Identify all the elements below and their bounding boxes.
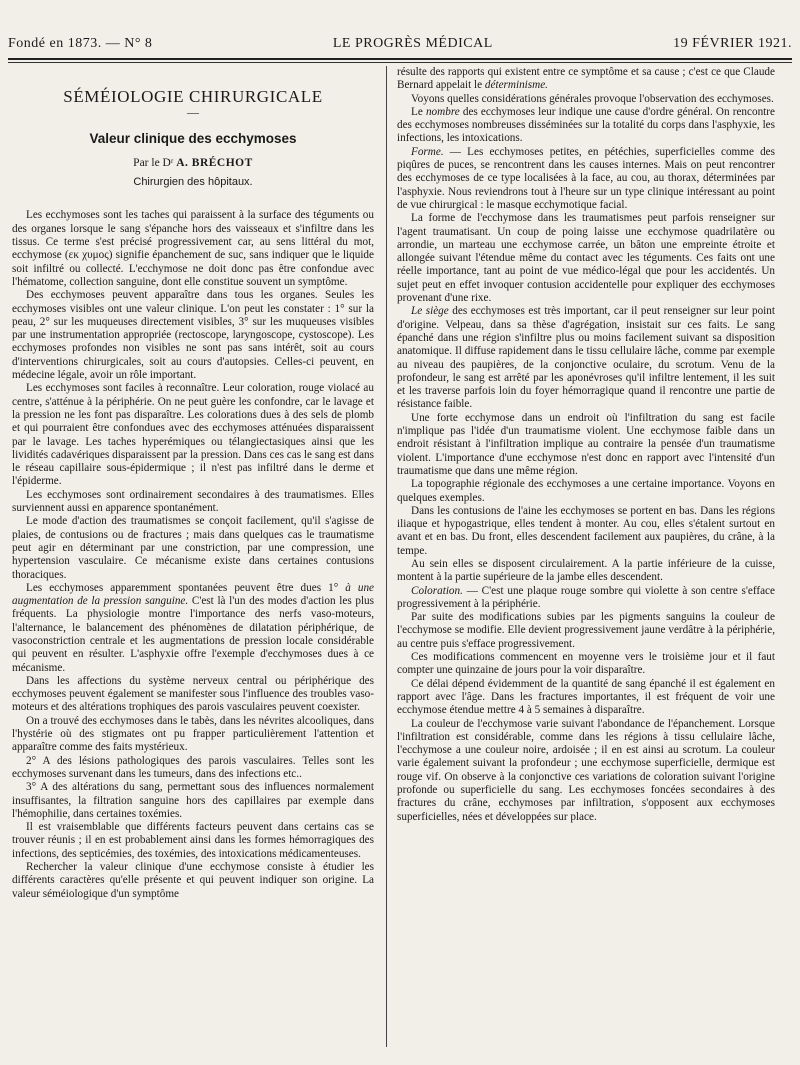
paragraph bbox=[397, 718, 775, 824]
paragraph bbox=[397, 585, 775, 612]
paragraph bbox=[12, 781, 374, 821]
paragraph bbox=[12, 715, 374, 755]
paragraph bbox=[12, 675, 374, 715]
issue-info: Fondé en 1873. — N° 8 bbox=[8, 36, 153, 51]
paragraph bbox=[397, 212, 775, 305]
paragraph-lead: Les ecchymoses apparemment spontanées peuvent être dues 1° bbox=[26, 581, 346, 594]
author-affiliation: Chirurgien des hôpitaux. bbox=[133, 176, 253, 189]
paragraph bbox=[397, 66, 775, 93]
paragraph bbox=[397, 305, 775, 411]
paragraph-emphasis: Le siège bbox=[411, 305, 449, 318]
paragraph-text: Des ecchymoses peuvent apparaître dans tous les organes. Seules les ecchymoses visibles ont une valeur clinique. L'on peut les constater : 1° sur la peau, 2° sur les muqueuses directement visibles, 3° sur les muqueuses visibles par une instrumentation appropriée (rectoscope, laryngoscope, cystoscope). Les ecchymoses profondes non visibles ne sont pas sans intérêt, soit au cours d'interventions chirurgicales, soit au cours d'autopsies. Celles-ci peuvent, en médecine légale, avoir un rôle important. bbox=[12, 289, 374, 382]
paragraph-text: Voyons quelles considérations générales provoque l'observation des ecchymoses. bbox=[411, 92, 774, 105]
paragraph bbox=[397, 505, 775, 558]
paragraph-emphasis: nombre bbox=[425, 105, 460, 118]
paragraph bbox=[397, 106, 775, 146]
paragraph bbox=[397, 478, 775, 505]
paragraph bbox=[397, 93, 775, 106]
section-title: SÉMÉIOLOGIE CHIRURGICALE bbox=[63, 87, 323, 106]
header-rule bbox=[8, 58, 792, 60]
paragraph-lead: résulte des rapports qui existent entre ce symptôme et sa cause ; c'est ce que Claude Bernard appelait le bbox=[397, 66, 775, 92]
paragraph-text: Ce délai dépend évidemment de la quantité de sang épanché il est également en rapport avec l'âge. Dans les fractures importantes, il est fréquent de voir une ecchymose étendue mettre 4 à 5 semaines à disparaître. bbox=[397, 677, 775, 717]
paragraph-lead: Le bbox=[411, 105, 426, 118]
paragraph-text: Les ecchymoses sont faciles à reconnaître. Leur coloration, rouge violacé au centre, s'atténue à la périphérie. On ne peut guère les confondre, car le lavage et la pression ne les font pas disparaître. Les colorations dues à des sels de plomb et qui pourraient être confondues avec des ecchymoses atténuées disparaissent par le lavage. Les taches hyperémiques ou télangiectasiques ainsi que les lividités cadavériques disparaissent par la pression. Dans ces cas le sang est dans le réseau capillaire sous-épidermique ; il n'est pas infiltré dans le derme et l'épiderme. bbox=[12, 382, 374, 488]
paragraph-emphasis: à une augmentation de la pression sanguine. bbox=[12, 581, 375, 608]
paragraph-text: 3° A des altérations du sang, permettant sous des influences normalement insuffisantes, la filtration sanguine hors des capillaires par exemple dans l'hémophilie, dans certaines toxémies. bbox=[12, 781, 374, 820]
paragraph-text: Dans les contusions de l'aine les ecchymoses se portent en bas. Dans les régions iliaque et hypogastrique, elles tendent à monter. Au cou, elles s'étalent surtout en avant et en bas. Du front, elles descendent facilement aux paupières, du crâne, à la tempe. bbox=[397, 504, 775, 557]
byline-prefix: Par le Dʳ bbox=[133, 156, 174, 169]
paragraph bbox=[397, 678, 775, 718]
paragraph-text: Par suite des modifications subies par les pigments sanguins la couleur de l'ecchymose se modifie. Elle devient progressivement jaune verdâtre à la périphérie, au centre puis s'efface progressivement. bbox=[397, 611, 775, 650]
author-name: A. BRÉCHOT bbox=[176, 156, 253, 169]
paragraph bbox=[397, 146, 775, 212]
paragraph bbox=[12, 582, 374, 675]
paragraph-text: Dans les affections du système nerveux central ou périphérique des ecchymoses peuvent également se manifester sous l'influence des troubles vaso-moteurs et des altérations trophiques des parois vasculaires peuvent coexister. bbox=[12, 674, 374, 714]
paragraph-emphasis: Forme. bbox=[411, 145, 444, 158]
header-rule-thin bbox=[8, 62, 792, 63]
paragraph-text: On a trouvé des ecchymoses dans le tabès, dans les névrites alcooliques, dans l'hystérie où des stigmates ont pu frapper particulièrement l'attention et apparaître comme des faits mystérieux. bbox=[12, 714, 374, 754]
paragraph bbox=[397, 611, 775, 651]
article-title: Valeur clinique des ecchymoses bbox=[89, 130, 297, 146]
right-column bbox=[397, 66, 775, 824]
paragraph-text: Il est vraisemblable que différents facteurs peuvent dans certains cas se trouver réunis ; il en est probablement ainsi dans les formes hémorragiques des infections, des septicémies, des toxémies, des intoxications médicamenteuses. bbox=[12, 821, 374, 860]
paragraph bbox=[12, 821, 374, 861]
paragraph-text: Rechercher la valeur clinique d'une ecchymose consiste à étudier les différents caractères qu'elle présente et qui peuvent indiquer son origine. La valeur séméiologique d'un symptôme bbox=[12, 861, 374, 900]
paragraph bbox=[12, 489, 374, 516]
byline bbox=[12, 157, 374, 170]
paragraph bbox=[12, 861, 374, 901]
paragraph-text: La couleur de l'ecchymose varie suivant l'abondance de l'épanchement. Lorsque l'infiltration est considérable, comme dans les régions à tissu cellulaire lâche, l'ecchymose a une couleur noire, ardoisée ; il en est ainsi au scrotum. La couleur varie également suivant la profondeur ; une ecchymose superficielle, dermique est rouge vif. On observe à la conjonctive ces variations de coloration suivant l'origine profonde ou superficielle du sang. Les ecchymoses foncées secondaires à des fractures du crâne, ecchymoses par infiltration, s'opposent aux ecchymoses superficielles, nées et développées sur place. bbox=[397, 717, 775, 823]
paragraph-text: La forme de l'ecchymose dans les traumatismes peut parfois renseigner sur l'agent traumatisant. Un coup de poing laisse une ecchymose quadrilatère ou arrondie, un marteau une ecchymose carrée, un bâton une empreinte étroite et allongée suivant l'étendue même du contact avec les téguments. Ces faits ont une réelle importance, tant au point de vue médico-légal que pour les accidentés. Un sujet peut en effet invoquer contusion accidentelle pour expliquer des ecchymoses provenant d'une rixe. bbox=[397, 212, 775, 305]
left-column bbox=[12, 66, 374, 901]
paragraph bbox=[12, 382, 374, 488]
paragraph-text: Une forte ecchymose dans un endroit où l'infiltration du sang est facile n'implique pas l'idée d'un traumatisme violent. Une ecchymose faible dans un endroit résistant à l'infiltration implique au contraire la pensée d'un traumatisme violent. L'importance d'une ecchymose n'est donc en rapport avec l'intensité d'un traumatisme que dans une même région. bbox=[397, 411, 775, 477]
paragraph-text: 2° A des lésions pathologiques des parois vasculaires. Telles sont les ecchymoses survenant dans les tumeurs, dans des infections etc.. bbox=[12, 754, 374, 780]
paragraph-text: — C'est une plaque rouge sombre qui violette à son centre s'efface progressivement à la périphérie. bbox=[397, 584, 775, 610]
paragraph-text: Le mode d'action des traumatismes se conçoit facilement, qu'il s'agisse de plaies, de contusions ou de fractures ; mais dans quelques cas le traumatisme peut agir en déterminant par une constriction, par une compression, une hypertension vasculaire. Ce mécanisme existe dans certaines contusions thoraciques. bbox=[12, 515, 374, 581]
paragraph bbox=[397, 651, 775, 678]
paragraph-text: C'est là l'un des modes d'action les plus fréquents. La physiologie montre l'importance des nerfs vaso-moteurs, l'alternance, le balancement des phénomènes de dilatation périphérique, de vasoconstriction centrale et les augmentations de pression locale considérable qui peuvent en résulter. L'asphyxie offre l'exemple d'ecchymoses dues à ce mécanisme. bbox=[12, 595, 375, 674]
paragraph bbox=[12, 515, 374, 581]
paragraph-text: Les ecchymoses sont les taches qui paraissent à la surface des téguments ou des organes lorsque le sang s'épanche hors des vaisseaux et s'infiltre dans les tissus. Ce terme s'est précisé progressivement car, au sens littéral du mot, ecchymose (εκ χυμος) signifie épanchement de suc, sans indiquer que le liquide soit infiltré ou collecté. L'ecchymose ne doit donc pas être confondue avec l'hématome, collection sanguine, dont elle constitue souvent un symptôme. bbox=[12, 209, 374, 288]
paragraph bbox=[12, 209, 374, 289]
paragraph-text: La topographie régionale des ecchymoses a une certaine importance. Voyons en quelques exemples. bbox=[397, 478, 775, 504]
paragraph-text: des ecchymoses est très important, car il peut renseigner sur leur point d'origine. Velpeau, dans sa thèse d'agrégation, insistait sur ces faits. Le sang épanché dans une région s'infiltre plus ou moins facilement suivant sa disposition anatomique. Il diffuse rapidement dans le tissu cellulaire lâche, comme par exemple au niveau des paupières, de la conjonctive oculaire, du scrotum. Venu de la profondeur, le sang est arrêté par les aponévroses qu'il infiltre lentement, il les suit et les traverse parfois loin du foyer hémorragique quand il rencontre une partie de résistance faible. bbox=[397, 305, 775, 411]
paragraph bbox=[12, 289, 374, 382]
paragraph-text: des ecchymoses leur indique une cause d'ordre général. On rencontre des ecchymoses nombreuses disséminées sur la totalité du corps dans l'asphyxie, les infections, les intoxications. bbox=[397, 105, 775, 145]
right-body bbox=[397, 66, 775, 824]
paragraph-text: Ces modifications commencent en moyenne vers le troisième jour et il faut compter une quinzaine de jours pour la voir disparaître. bbox=[397, 651, 775, 677]
paragraph-text: Les ecchymoses sont ordinairement secondaires à des traumatismes. Elles surviennent aussi en apparence spontanément. bbox=[12, 488, 374, 515]
journal-name: LE PROGRÈS MÉDICAL bbox=[332, 36, 493, 51]
section-dash: — bbox=[187, 105, 199, 120]
issue-date: 19 FÉVRIER 1921. bbox=[673, 36, 792, 51]
left-body bbox=[12, 209, 374, 900]
paragraph-text: Au sein elles se disposent circulairement. A la partie inférieure de la cuisse, montent à la partie supérieure de la jambe elles descendent. bbox=[397, 557, 775, 584]
masthead bbox=[8, 34, 792, 54]
paragraph-text: — Les ecchymoses petites, en pétéchies, superficielles comme des piqûres de puces, se rencontrent dans les causes internes. Mais on peut rencontrer des ecchymoses de ce type localisées à la face, au cou, au thorax, déterminées par l'asphyxie. Nous reviendrons tout à l'heure sur un type clinique intéressant au point de vue chirurgical : le masque ecchymotique facial. bbox=[397, 145, 775, 211]
paragraph bbox=[12, 755, 374, 782]
paragraph-emphasis: déterminisme. bbox=[484, 79, 548, 92]
paragraph bbox=[397, 412, 775, 478]
column-divider bbox=[386, 66, 387, 1047]
paragraph-emphasis: Coloration. bbox=[411, 584, 463, 597]
paragraph bbox=[397, 558, 775, 585]
